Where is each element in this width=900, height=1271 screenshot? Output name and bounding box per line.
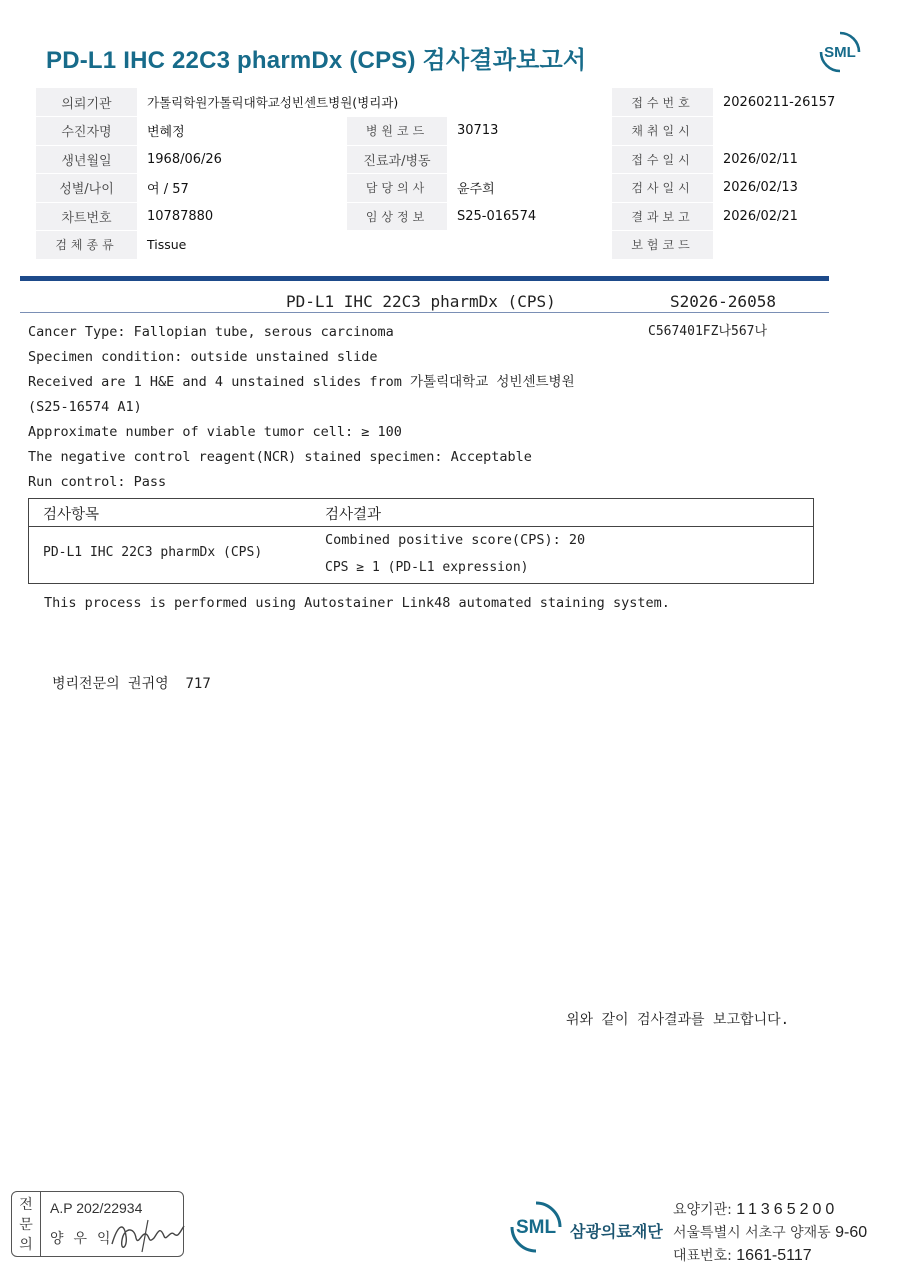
- finding-line: The negative control reagent(NCR) stained specimen: Acceptable: [28, 449, 532, 465]
- section-divider-thin: [20, 312, 829, 313]
- info-value: 10787880: [137, 202, 347, 231]
- info-value: 30713: [447, 117, 612, 146]
- info-value: [713, 231, 864, 260]
- finding-line: (S25-16574 A1): [28, 399, 142, 415]
- result-table: [28, 498, 814, 584]
- report-closing: 위와 같이 검사결과를 보고합니다.: [566, 1012, 790, 1028]
- info-value: 2026/02/13: [713, 174, 864, 203]
- pathologist: 병리전문의 권귀영 717: [52, 676, 211, 692]
- info-value: [713, 117, 864, 146]
- stamp-side-char: 문: [19, 1217, 33, 1233]
- info-label: 진료과/병동: [347, 145, 447, 174]
- footer-address-line: [673, 1221, 867, 1244]
- result-header-result: 검사결과: [325, 507, 382, 523]
- finding-line: Run control: Pass: [28, 474, 167, 490]
- finding-line: Approximate number of viable tumor cell: ≥ 100: [28, 424, 402, 440]
- info-row: [36, 231, 864, 260]
- info-value: 2026/02/21: [713, 202, 864, 231]
- result-header-item: 검사항목: [43, 507, 100, 523]
- stamp-name: 양우익: [50, 1231, 121, 1247]
- info-value: Tissue: [137, 231, 612, 260]
- info-label: 결과보고: [612, 202, 713, 231]
- info-value: 윤주희: [447, 174, 612, 203]
- sml-logo: [818, 30, 862, 74]
- footer-phone-label: 대표번호:: [673, 1248, 732, 1264]
- info-row: [36, 145, 864, 174]
- report-code: S2026-26058: [670, 292, 776, 311]
- stamp-side-label: [12, 1192, 41, 1256]
- finding-line: Cancer Type: Fallopian tube, serous carcinoma: [28, 324, 394, 340]
- info-value: 20260211-26157: [713, 88, 864, 117]
- stamp-ap-number: A.P 202/22934: [50, 1200, 143, 1216]
- info-label: 병원코드: [347, 117, 447, 146]
- footer-phone-value: 1661-5117: [736, 1247, 812, 1264]
- info-label: 의뢰기관: [36, 88, 137, 117]
- info-value: 변혜정: [137, 117, 347, 146]
- footer-contact: [673, 1198, 867, 1267]
- info-label: 접수번호: [612, 88, 713, 117]
- finding-line: Specimen condition: outside unstained slide: [28, 349, 378, 365]
- footer-code-label: 요양기관:: [673, 1202, 732, 1218]
- section-divider: [20, 276, 829, 281]
- info-value: 가톨릭학원가톨릭대학교성빈센트병원(병리과): [137, 88, 612, 117]
- info-label: 수진자명: [36, 117, 137, 146]
- foundation-logo-text: SML: [515, 1217, 557, 1238]
- report-title: PD-L1 IHC 22C3 pharmDx (CPS): [286, 292, 556, 311]
- info-value: S25-016574: [447, 202, 612, 231]
- result-table-header: [29, 499, 813, 527]
- finding-line: Received are 1 H&E and 4 unstained slides from 가톨릭대학교 성빈센트병원: [28, 374, 575, 390]
- info-row: [36, 88, 864, 117]
- stamp-side-char: 의: [19, 1237, 33, 1253]
- info-label: 성별/나이: [36, 174, 137, 203]
- footer-code-value: 11365200: [736, 1201, 839, 1218]
- info-value: 여 / 57: [137, 174, 347, 203]
- stamp-side-char: 전: [19, 1197, 33, 1213]
- info-label: 채취일시: [612, 117, 713, 146]
- footer-code-line: [673, 1198, 867, 1221]
- foundation-name: 삼광의료재단: [570, 1222, 663, 1241]
- footer-phone-line: [673, 1244, 867, 1267]
- info-label: 생년월일: [36, 145, 137, 174]
- sml-logo-text: SML: [824, 44, 856, 61]
- info-label: 검사일시: [612, 174, 713, 203]
- footer-address: 서울특별시 서초구 양재동: [673, 1225, 831, 1241]
- info-label: 접수일시: [612, 145, 713, 174]
- info-label: 보험코드: [612, 231, 713, 260]
- signature-icon: [108, 1214, 188, 1254]
- info-label: 검체종류: [36, 231, 137, 260]
- result-item: PD-L1 IHC 22C3 pharmDx (CPS): [43, 545, 263, 560]
- report-sub-code: C567401FZ나567나: [648, 324, 768, 339]
- foundation-logo: [510, 1199, 562, 1255]
- result-interpretation: CPS ≥ 1 (PD-L1 expression): [325, 560, 529, 575]
- report-findings: [28, 320, 575, 495]
- info-row: [36, 174, 864, 203]
- info-value: [447, 145, 612, 174]
- page-title: PD-L1 IHC 22C3 pharmDx (CPS) 검사결과보고서: [46, 47, 587, 74]
- info-label: 담당의사: [347, 174, 447, 203]
- info-value: 2026/02/11: [713, 145, 864, 174]
- info-label: 차트번호: [36, 202, 137, 231]
- result-score: Combined positive score(CPS): 20: [325, 532, 586, 548]
- info-label: 임상정보: [347, 202, 447, 231]
- process-note: This process is performed using Autostainer Link48 automated staining system.: [44, 595, 670, 611]
- specialist-stamp: [11, 1191, 184, 1257]
- info-value: 1968/06/26: [137, 145, 347, 174]
- info-row: [36, 202, 864, 231]
- footer-address-number: 9-60: [835, 1224, 868, 1241]
- info-row: [36, 117, 864, 146]
- patient-info-table: [36, 88, 864, 260]
